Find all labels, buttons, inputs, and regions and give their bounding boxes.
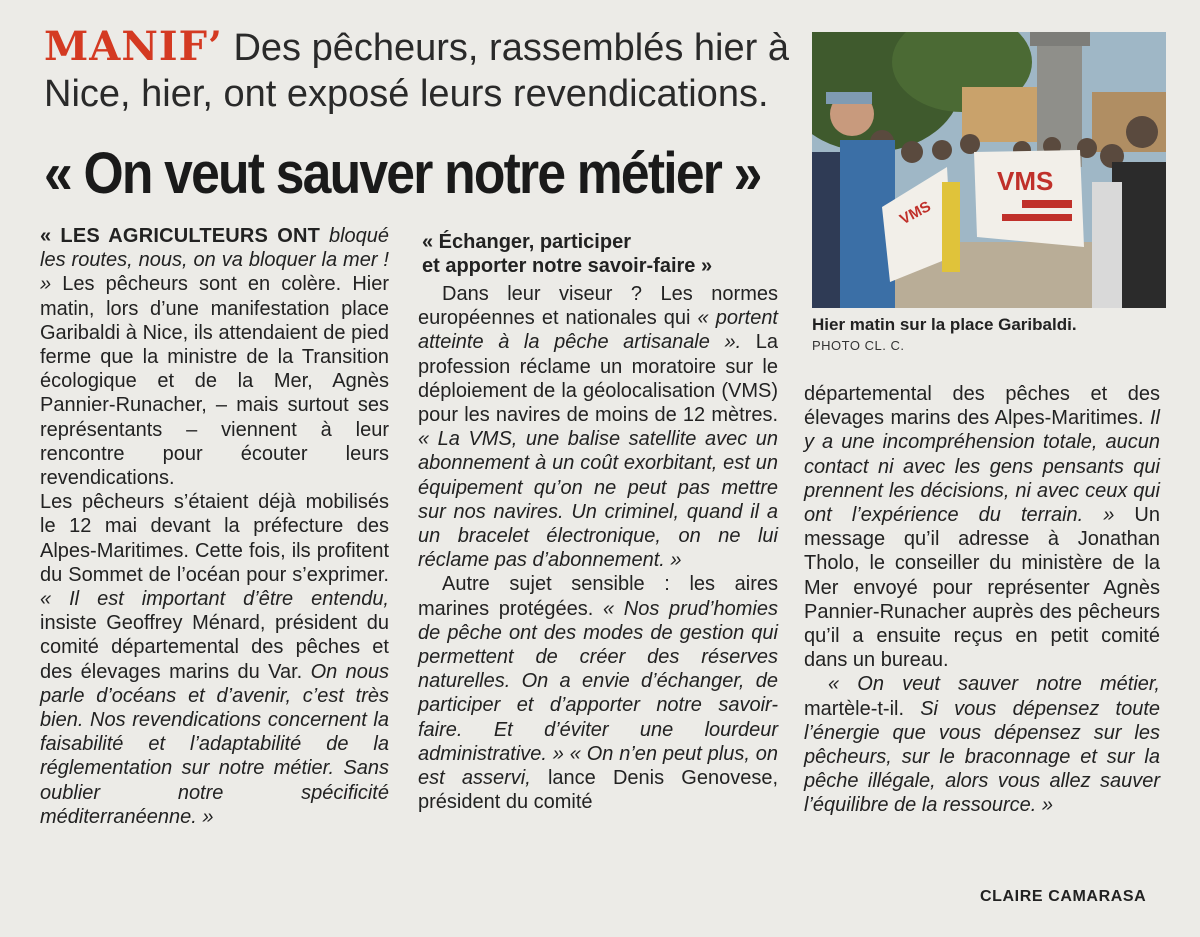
paragraph-text: Les pêcheurs sont en colère. Hier matin, lors d’une manifestation place Garibaldi à Nice, ils attendaient de pied ferme que la ministre de la Transition écologique et de la Mer, Agnès Pannier-Runacher, – mais surtout ses représentants – viennent à leur rencontre pour écouter leurs revendications. (40, 273, 389, 490)
photo-credit: PHOTO CL. C. (812, 338, 905, 353)
paragraph-text: Dans leur viseur ? Les normes européennes et nationales qui (418, 283, 778, 330)
subhead-line: et apporter notre savoir-faire » (422, 255, 713, 277)
kicker-label: MANIF’ (44, 23, 223, 70)
quote-text: Il y a une incompréhension totale, aucun contact ni avec les gens pensants qui prennent les décisions, ni avec ceux qui ont l’expérience du terrain. » (804, 407, 1160, 527)
lead-in-quote: bloqué les routes, nous, on va bloquer la mer ! » (40, 225, 389, 296)
paragraph-text: Autre sujet sensible : les aires marines protégées. (418, 573, 778, 620)
paragraph-text: La profession réclame un moratoire sur le déploiement de la géolocalisation (VMS) pour les navires de moins de 12 mètres. (418, 331, 778, 427)
paragraph (418, 572, 778, 814)
article-byline: CLAIRE CAMARASA (980, 888, 1147, 905)
paragraph-text: départemental des pêches et des élevages marins des Alpes-Maritimes. (804, 383, 1160, 430)
quote-text: « Nos prud’homies de pêche ont des modes de gestion qui permettent de créer des réserves naturelles. On a envie d’échanger, de participer et d’apporter notre savoir-faire. Et d’éviter une lourdeur administrative. » « On n’en peut plus, on est asservi, (418, 597, 778, 790)
article-column-2 (418, 230, 778, 814)
quote-text: « On veut sauver notre métier, (828, 673, 1160, 696)
subhead-line: « Échanger, participer (422, 231, 631, 253)
quote-text: Si vous dépensez toute l’énergie que vous dépensez sur les pêcheurs, sur le braconnage et sur la pêche illégale, alors vous allez sauver l’équilibre de la ressource. » (804, 697, 1160, 817)
paragraph-text: insiste Geoffrey Ménard, président du comité départemental des pêches et des élevages marins du Var. (40, 612, 389, 683)
protest-banner-right (974, 150, 1084, 247)
article-column-3 (804, 382, 1160, 818)
lead-in: « LES AGRICULTEURS ONT (40, 225, 321, 247)
quote-text: On nous parle d’océans et d’avenir, c’est très bien. Nos revendications concernent la faisabilité et l’adaptabilité de la réglementation sur notre métier. Sans oublier notre spécificité méditerranéenne. » (40, 660, 390, 828)
paragraph-text: Un message qu’il adresse à Jonathan Tholo, le conseiller du ministère de la Mer envoyé pour représenter Agnès Pannier-Runacher auprès des pêcheurs qu’il a ensuite reçus en petit comité dans un bureau. (804, 504, 1160, 672)
section-subhead (422, 230, 778, 278)
paragraph (40, 490, 389, 829)
quote-text: « La VMS, une balise satellite avec un abonnement à un coût exorbitant, est un équipement qu’on ne peut pas mettre sur nos navires. Un criminel, quand il a un bracelet électronique, on ne lui réclame pas d’abonnement. » (418, 428, 778, 572)
svg-text:VMS: VMS (897, 197, 934, 229)
photo-caption: Hier matin sur la place Garibaldi. (812, 315, 1077, 334)
protest-photo-illustration (812, 32, 1166, 308)
news-photo (812, 32, 1166, 308)
paragraph (418, 282, 778, 572)
quote-text: « Il est important d’être entendu, (40, 588, 389, 611)
article-column-1 (40, 224, 389, 829)
article-kicker-line (44, 24, 804, 117)
paragraph (804, 382, 1160, 672)
kicker-subtitle: Des pêcheurs, rassemblés hier à Nice, hier, ont exposé leurs revendications. (44, 27, 789, 115)
paragraph (40, 224, 389, 490)
paragraph-text: Les pêcheurs s’étaient déjà mobilisés le 12 mai devant la préfecture des Alpes-Maritimes. Cette fois, ils profitent du Sommet de l’océan pour s’exprimer. (40, 491, 389, 586)
paragraph (804, 672, 1160, 817)
svg-text:VMS: VMS (997, 166, 1054, 196)
article-headline: « On veut sauver notre métier » (44, 141, 761, 206)
quote-text: « portent atteinte à la pêche artisanale ». (418, 307, 778, 354)
paragraph-text: lance Denis Genovese, président du comité (418, 767, 778, 814)
paragraph-text: martèle-t-il. (804, 697, 921, 720)
